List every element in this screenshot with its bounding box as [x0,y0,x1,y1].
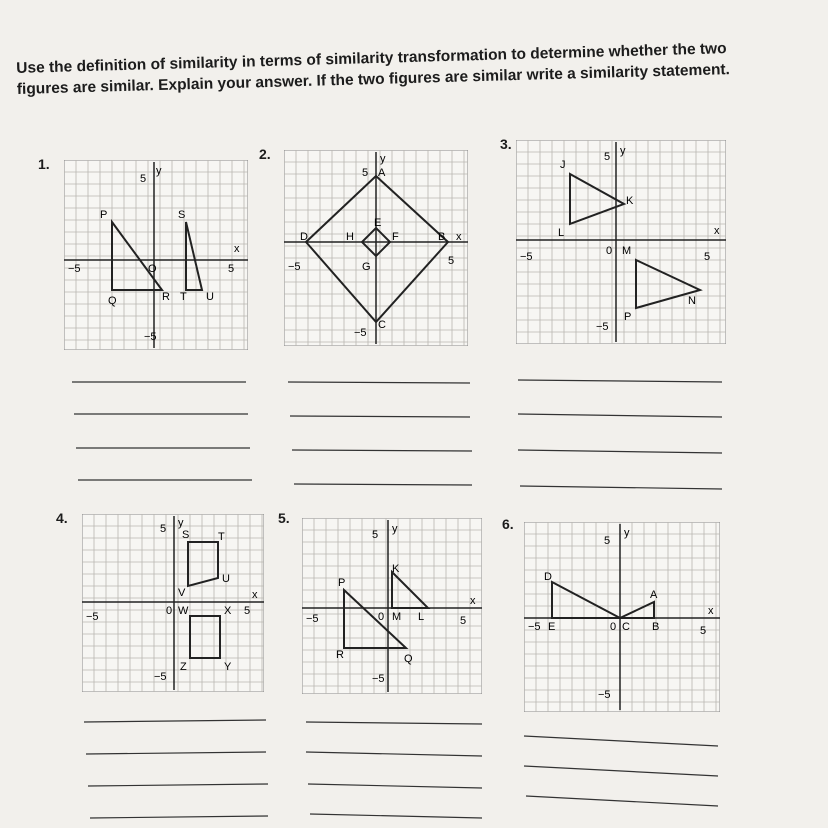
point-l-label: L [418,611,425,623]
neg-five-y-label: −5 [372,673,385,685]
point-z-label: Z [180,661,187,673]
answer-line-5-4[interactable] [310,814,482,818]
instructions: Use the definition of similarity in terms of similarity transformation to determine whether the two figures are similar. Explain your answer. If the two figures are similar write a similarity statement. [16,40,731,98]
answer-line-3-1[interactable] [518,380,722,382]
neg-five-y-label: −5 [596,321,609,333]
problem-2-number: 2. [259,146,271,162]
answer-line-5-1[interactable] [306,722,482,724]
neg-five-x-label: −5 [86,611,99,623]
x-label: x [234,243,240,255]
five-label: 5 [372,529,379,541]
neg-five-x-label: −5 [68,263,81,275]
neg-five-y-label: −5 [144,331,157,343]
answer-line-6-3[interactable] [526,796,718,806]
answer-line-4-1[interactable] [84,720,266,722]
x-label: x [470,595,476,607]
five-label: 5 [140,173,147,185]
point-s-label: S [178,209,186,221]
neg-five-y-label: −5 [598,689,611,701]
answer-line-2-4[interactable] [294,484,472,485]
point-k-label: K [392,563,400,575]
five-label: 5 [362,167,369,179]
point-t-label: T [180,291,187,303]
problem-5-number: 5. [278,510,290,526]
point-p-label: P [100,209,108,221]
point-r-label: R [162,291,170,303]
answer-line-4-4[interactable] [90,816,268,818]
point-v-label: V [178,587,186,599]
point-b-label: B [652,621,660,633]
point-e-label: E [548,621,556,633]
y-label: y [392,523,398,535]
point-r-label: R [336,649,344,661]
y-label: y [380,153,386,165]
neg-five-x-label: −5 [520,251,533,263]
y-label: y [178,517,184,529]
five-x-label: 5 [244,605,251,617]
point-d-label: D [300,231,308,243]
origin-label: 0 [610,621,617,633]
point-b-label: B [438,231,446,243]
problem-4-number: 4. [56,510,68,526]
point-y-label: Y [224,661,232,673]
x-label: x [252,589,258,601]
point-l-label: L [558,227,565,239]
neg-five-x-label: −5 [288,261,301,273]
point-e-label: E [374,217,382,229]
answer-line-6-2[interactable] [524,766,718,776]
point-j-label: J [560,159,566,171]
x-label: x [714,225,720,237]
point-m-label: M [392,611,402,623]
five-x-label: 5 [704,251,711,263]
point-h-label: H [346,231,354,243]
point-c-label: C [378,319,386,331]
point-a-label: A [650,589,658,601]
x-label: x [708,605,714,617]
answer-line-3-2[interactable] [518,414,722,417]
point-n-label: N [688,295,696,307]
neg-five-y-label: −5 [354,327,367,339]
point-s-label: S [182,529,190,541]
five-label: 5 [160,523,167,535]
origin-label: 0 [606,245,613,257]
five-label: 5 [604,535,611,547]
answer-line-5-3[interactable] [308,784,482,788]
answer-line-5-2[interactable] [306,752,482,756]
origin-label: O [148,263,157,275]
y-label: y [624,527,630,539]
point-p-label: P [338,577,346,589]
point-x-label: X [224,605,232,617]
y-label: y [156,165,162,177]
neg-five-x-label: −5 [306,613,319,625]
answer-line-2-3[interactable] [292,450,472,451]
answer-line-2-1[interactable] [288,382,470,383]
five-label: 5 [604,151,611,163]
point-k-label: K [626,195,634,207]
point-t-label: T [218,531,225,543]
answer-line-2-2[interactable] [290,416,470,417]
point-w-label: W [178,605,189,617]
answer-line-3-4[interactable] [520,486,722,489]
answer-line-4-3[interactable] [88,784,268,786]
point-p-label: P [624,311,632,323]
problem-6-number: 6. [502,516,514,532]
five-x-label: 5 [448,255,455,267]
point-q-label: Q [404,653,413,665]
answer-line-6-1[interactable] [524,736,718,746]
origin-label: 0 [166,605,173,617]
point-u-label: U [206,291,214,303]
point-c-label: C [622,621,630,633]
problem-3-number: 3. [500,136,512,152]
point-f-label: F [392,231,399,243]
neg-five-y-label: −5 [154,671,167,683]
point-d-label: D [544,571,552,583]
five-x-label: 5 [460,615,467,627]
neg-five-x-label: −5 [528,621,541,633]
point-m-label: M [622,245,632,257]
point-a-label: A [378,167,386,179]
answer-line-3-3[interactable] [518,450,722,453]
problem-1-number: 1. [38,156,50,172]
point-q-label: Q [108,295,117,307]
x-label: x [456,231,462,243]
point-g-label: G [362,261,371,273]
y-label: y [620,145,626,157]
origin-label: 0 [378,611,385,623]
five-x-label: 5 [700,625,707,637]
five-x-label: 5 [228,263,235,275]
point-u-label: U [222,573,230,585]
answer-line-4-2[interactable] [86,752,266,754]
